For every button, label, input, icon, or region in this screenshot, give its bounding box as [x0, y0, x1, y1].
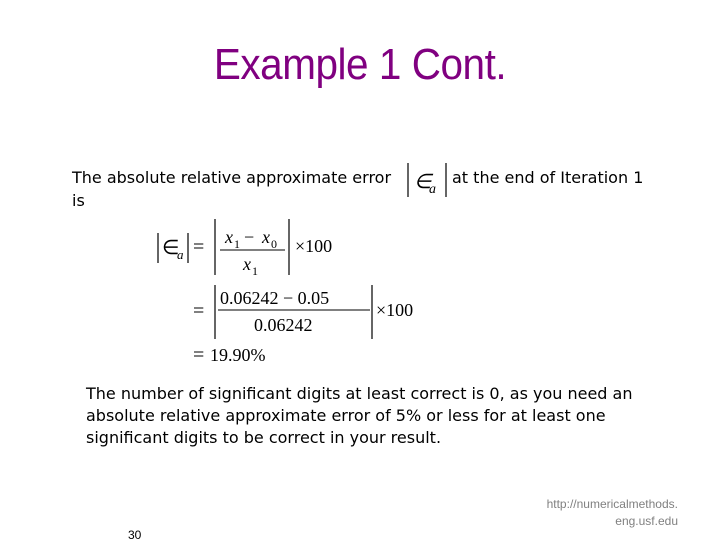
- times-100-2: ×100: [376, 300, 414, 320]
- footer-url-line1: http://numericalmethods.: [546, 497, 678, 511]
- slide-title: Example 1 Cont.: [213, 40, 507, 89]
- lhs-epsilon: ∈: [162, 237, 180, 259]
- intro-text-part3: is: [72, 191, 85, 210]
- num1-x1: x: [225, 227, 233, 247]
- den1-x1: x: [243, 254, 251, 274]
- num2: 0.06242 − 0.05: [220, 288, 330, 308]
- footer-url-line2: eng.usf.edu: [615, 514, 678, 528]
- result-value: 19.90%: [210, 345, 266, 365]
- times-100-1: ×100: [295, 236, 333, 256]
- conclusion-paragraph: The number of significant digits at least correct is 0, as you need an absolute relative approximate error of 5% or less for at least one significant digits to be correct in your result.: [86, 384, 633, 447]
- footer-url[interactable]: [478, 496, 678, 530]
- num1-x0: x: [262, 227, 270, 247]
- slide-number: 30: [128, 528, 142, 542]
- intro-text-part1: The absolute relative approximate error: [72, 168, 392, 187]
- num1-minus: −: [244, 227, 255, 247]
- epsilon-subscript: a: [429, 182, 436, 197]
- equals-3: =: [193, 344, 205, 366]
- epsilon-symbol: ∈: [414, 171, 432, 193]
- lhs-subscript: a: [177, 247, 184, 262]
- num1-x0-sub: 0: [271, 237, 277, 251]
- num1-x1-sub: 1: [234, 237, 240, 251]
- equals-2: =: [193, 300, 205, 322]
- equals-1: =: [193, 236, 205, 258]
- den2: 0.06242: [254, 315, 313, 335]
- intro-text-part2: at the end of Iteration 1: [452, 168, 644, 187]
- error-equation: [150, 215, 450, 367]
- den1-x1-sub: 1: [252, 264, 258, 278]
- inline-error-symbol: [405, 161, 449, 201]
